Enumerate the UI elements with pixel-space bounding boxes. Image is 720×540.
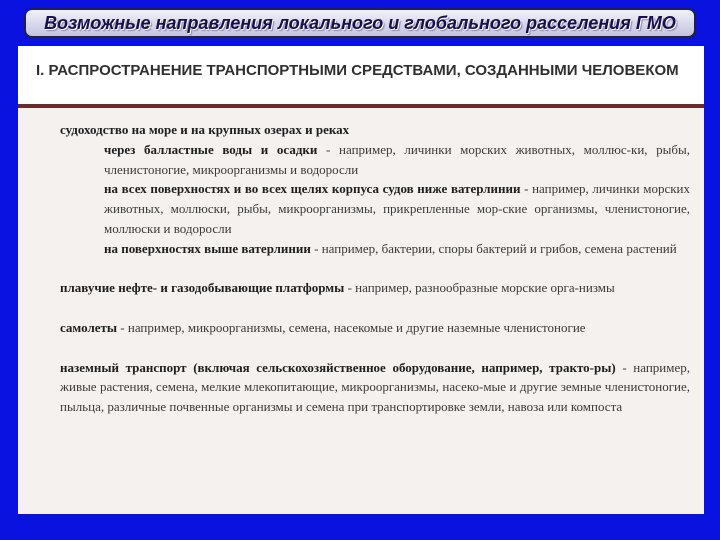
body-text bbox=[60, 120, 690, 417]
title-bar bbox=[24, 8, 696, 38]
section-header-rule bbox=[18, 104, 704, 108]
item-ground-transport-bold: наземный транспорт (включая сельскохозяйственное оборудование, например, тракто-ры) bbox=[60, 359, 616, 375]
item-above-waterline bbox=[60, 239, 690, 259]
item-ballast-water-bold: через балластные воды и осадки bbox=[104, 141, 318, 157]
item-shipping bbox=[60, 120, 690, 140]
item-above-waterline-bold: на поверхностях выше ватерлинии bbox=[104, 240, 311, 256]
item-aircraft-text: - например, микроорганизмы, семена, насекомые и другие наземные членистоногие bbox=[117, 319, 586, 335]
item-shipping-bold: судоходство на море и на крупных озерах и реках bbox=[60, 122, 350, 137]
spacer bbox=[60, 259, 690, 279]
section-header-block bbox=[18, 46, 704, 104]
item-above-waterline-text: - например, бактерии, споры бактерий и грибов, семена растений bbox=[310, 240, 677, 256]
item-hull-below-waterline bbox=[60, 179, 690, 238]
item-ground-transport bbox=[60, 358, 690, 417]
content-panel bbox=[18, 46, 704, 514]
section-header: I. РАСПРОСТРАНЕНИЕ ТРАНСПОРТНЫМИ СРЕДСТВАМИ, СОЗДАННЫМИ ЧЕЛОВЕКОМ bbox=[36, 62, 679, 79]
item-ballast-water bbox=[60, 140, 690, 180]
item-aircraft bbox=[60, 318, 690, 338]
spacer bbox=[60, 298, 690, 318]
item-aircraft-bold: самолеты bbox=[60, 319, 118, 335]
item-ballast-water-text: - например, личинки морских животных, моллюс-ки, рыбы, членистоногие, микроорганизмы и водоросли bbox=[104, 141, 690, 177]
spacer bbox=[60, 338, 690, 358]
item-ground-transport-text: - например, живые растения, семена, мелкие млекопитающие, микроорганизмы, насеко-мые и другие земные членистоногие, пыльца, различные почвенные организмы и семена при транспортировке земли, навоза или компоста bbox=[60, 359, 690, 415]
item-platforms-text: - например, разнообразные морские орга-низмы bbox=[344, 280, 615, 296]
item-platforms bbox=[60, 278, 690, 298]
slide-title: Возможные направления локального и глобального расселения ГМО bbox=[44, 12, 676, 33]
item-hull-below-waterline-text: - например, личинки морских животных, моллюски, рыбы, микроорганизмы, прикрепленные мор-ские организмы, членистоногие, моллюски и водоросли bbox=[104, 181, 690, 236]
item-hull-below-waterline-bold: на всех поверхностях и во всех щелях корпуса судов ниже ватерлинии bbox=[104, 181, 521, 197]
item-platforms-bold: плавучие нефте- и газодобывающие платформы bbox=[60, 280, 345, 296]
